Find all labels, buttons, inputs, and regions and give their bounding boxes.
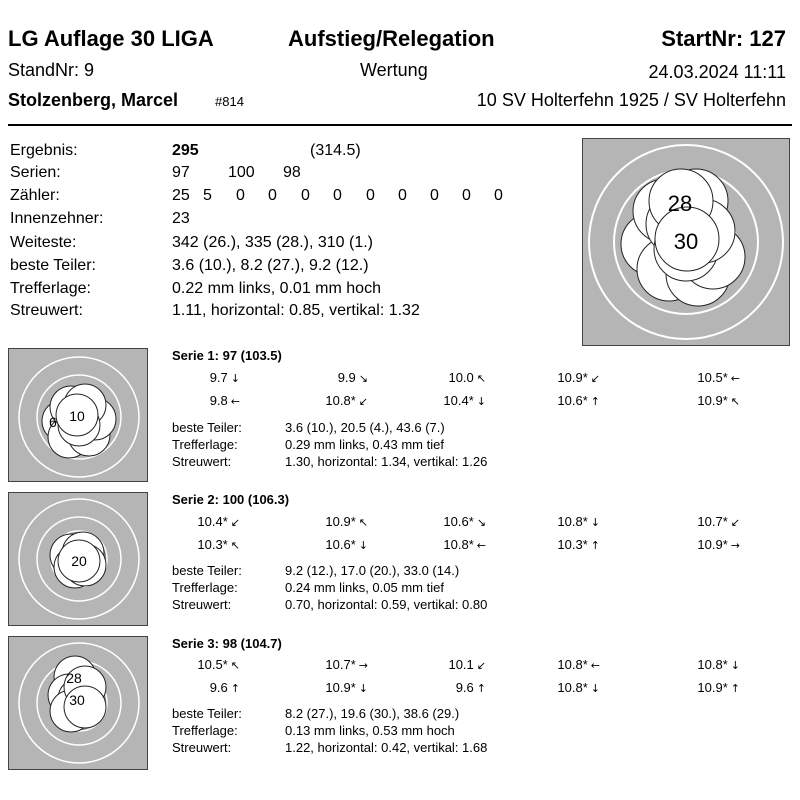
summary-target-image (582, 138, 790, 346)
label-zaehler: Zähler: (10, 187, 60, 204)
streuwert-value: 1.11, horizontal: 0.85, vertikal: 1.32 (172, 302, 420, 319)
series-1-beste-teiler: 3.6 (10.), 20.5 (4.), 43.6 (7.) (285, 420, 445, 435)
zaehler-value: 0 (366, 187, 375, 204)
shot-value (697, 393, 740, 408)
direction-arrow-icon: ↘ (358, 372, 368, 385)
shot-score: 10.8* (697, 657, 728, 672)
label-serien: Serien: (10, 164, 61, 181)
shot-score: 10.1 (448, 657, 474, 672)
shot-score: 10.8* (557, 514, 588, 529)
shot-score: 10.5* (697, 370, 728, 385)
shot-value (325, 537, 368, 552)
beste-teiler-value: 3.6 (10.), 8.2 (27.), 9.2 (12.) (172, 257, 369, 274)
series-3-trefferlage: 0.13 mm links, 0.53 mm hoch (285, 723, 455, 738)
serie-value-3: 98 (283, 164, 301, 181)
shot-score: 9.6 (455, 680, 474, 695)
shot-value (325, 657, 368, 672)
label-innenzehner: Innenzehner: (10, 210, 104, 227)
shot-score: 10.5* (197, 657, 228, 672)
zaehler-value: 0 (494, 187, 503, 204)
zaehler-value: 5 (203, 187, 212, 204)
shot-value (697, 537, 740, 552)
series-3-label-trefferlage: Trefferlage: (172, 723, 238, 738)
shot-value (448, 370, 486, 385)
ergebnis-value: 295 (172, 142, 199, 159)
serie-value-1: 97 (172, 164, 190, 181)
direction-arrow-icon: ↑ (590, 395, 600, 408)
shot-value (557, 657, 600, 672)
direction-arrow-icon: ↙ (730, 516, 740, 529)
shot-value (210, 680, 240, 695)
target-label-20: 20 (71, 553, 87, 569)
shot-value (443, 537, 486, 552)
zaehler-value: 25 (172, 187, 190, 204)
label-beste-teiler: beste Teiler: (10, 257, 96, 274)
zaehler-value: 0 (268, 187, 277, 204)
direction-arrow-icon: ↙ (230, 516, 240, 529)
series-2-trefferlage: 0.24 mm links, 0.05 mm tief (285, 580, 444, 595)
series-1-trefferlage: 0.29 mm links, 0.43 mm tief (285, 437, 444, 452)
shot-score: 10.8* (325, 393, 356, 408)
zaehler-value: 0 (398, 187, 407, 204)
direction-arrow-icon: ↓ (590, 516, 600, 529)
header-divider (8, 124, 792, 126)
discipline-title: LG Auflage 30 LIGA (8, 26, 214, 51)
shot-value (557, 537, 600, 552)
direction-arrow-icon: ↓ (358, 682, 368, 695)
direction-arrow-icon: ↖ (230, 659, 240, 672)
shot-value (210, 393, 240, 408)
shot-value (197, 514, 240, 529)
shot-value (338, 370, 368, 385)
shot-value (557, 680, 600, 695)
direction-arrow-icon: ↙ (590, 372, 600, 385)
shot-score: 10.9* (697, 680, 728, 695)
wertung-label: Wertung (360, 60, 428, 80)
shot-value (557, 393, 600, 408)
shot-value (456, 680, 486, 695)
shot-score: 10.8* (557, 657, 588, 672)
trefferlage-value: 0.22 mm links, 0.01 mm hoch (172, 280, 381, 297)
series-1-streuwert: 1.30, horizontal: 1.34, vertikal: 1.26 (285, 454, 488, 469)
shot-score: 10.9* (325, 514, 356, 529)
label-streuwert: Streuwert: (10, 302, 83, 319)
zaehler-value: 0 (333, 187, 342, 204)
direction-arrow-icon: ← (730, 372, 740, 385)
shot-value (697, 680, 740, 695)
shot-score: 10.6* (325, 537, 356, 552)
direction-arrow-icon: ↓ (230, 372, 240, 385)
shot-score: 10.9* (557, 370, 588, 385)
direction-arrow-icon: ← (590, 659, 600, 672)
innenzehner-value: 23 (172, 210, 190, 227)
stand-number: StandNr: 9 (8, 60, 95, 80)
shot-score: 9.6 (209, 680, 228, 695)
direction-arrow-icon: ↖ (230, 539, 240, 552)
direction-arrow-icon: ← (476, 539, 486, 552)
label-ergebnis: Ergebnis: (10, 142, 78, 159)
series-3-label-streuwert: Streuwert: (172, 740, 232, 755)
shot-value (325, 393, 368, 408)
target-label-30-s3: 30 (69, 692, 85, 708)
shot-value (197, 537, 240, 552)
series-3-streuwert: 1.22, horizontal: 0.42, vertikal: 1.68 (285, 740, 488, 755)
shot-value (210, 370, 240, 385)
label-weiteste: Weiteste: (10, 234, 77, 251)
direction-arrow-icon: ↑ (730, 682, 740, 695)
shot-score: 10.0 (448, 370, 474, 385)
shot-value (443, 514, 486, 529)
direction-arrow-icon: → (730, 539, 740, 552)
weiteste-value: 342 (26.), 335 (28.), 310 (1.) (172, 234, 373, 251)
direction-arrow-icon: ↓ (358, 539, 368, 552)
shot-score: 9.8 (209, 393, 228, 408)
ergebnis-decimal: (314.5) (310, 142, 361, 159)
direction-arrow-icon: ↖ (358, 516, 368, 529)
series-1-label-streuwert: Streuwert: (172, 454, 232, 469)
series-2-label-beste-teiler: beste Teiler: (172, 563, 242, 578)
series-1-title: Serie 1: 97 (103.5) (172, 348, 282, 363)
direction-arrow-icon: ↓ (730, 659, 740, 672)
zaehler-value: 0 (462, 187, 471, 204)
direction-arrow-icon: ↓ (590, 682, 600, 695)
shot-score: 10.6* (443, 514, 474, 529)
target-label-10: 10 (69, 408, 85, 424)
shot-value (443, 393, 486, 408)
series-1-label-trefferlage: Trefferlage: (172, 437, 238, 452)
shot-value (557, 514, 600, 529)
target-label-6: 6 (49, 414, 57, 430)
series-2-label-trefferlage: Trefferlage: (172, 580, 238, 595)
club-name: 10 SV Holterfehn 1925 / SV Holterfehn (476, 90, 786, 110)
shot-value (197, 657, 240, 672)
start-number: StartNr: 127 (661, 26, 786, 51)
shot-score: 10.3* (557, 537, 588, 552)
series-2-streuwert: 0.70, horizontal: 0.59, vertikal: 0.80 (285, 597, 488, 612)
shot-score: 10.9* (697, 537, 728, 552)
series-3-target-image (8, 636, 148, 770)
series-2-label-streuwert: Streuwert: (172, 597, 232, 612)
shot-score: 10.7* (325, 657, 356, 672)
direction-arrow-icon: ↑ (590, 539, 600, 552)
series-3-beste-teiler: 8.2 (27.), 19.6 (30.), 38.6 (29.) (285, 706, 460, 721)
shot-value (697, 514, 740, 529)
zaehler-value: 0 (301, 187, 310, 204)
shot-score: 10.7* (697, 514, 728, 529)
direction-arrow-icon: → (358, 659, 368, 672)
shot-value (697, 657, 740, 672)
shot-score: 10.9* (325, 680, 356, 695)
series-3-label-beste-teiler: beste Teiler: (172, 706, 242, 721)
series-2-title: Serie 2: 100 (106.3) (172, 492, 290, 507)
shot-value (325, 680, 368, 695)
shot-value (448, 657, 486, 672)
series-1-target-image (8, 348, 148, 482)
zaehler-value: 0 (236, 187, 245, 204)
shot-value (697, 370, 740, 385)
direction-arrow-icon: ↘ (476, 516, 486, 529)
direction-arrow-icon: ↙ (476, 659, 486, 672)
shooter-name: Stolzenberg, Marcel (8, 90, 179, 110)
shot-score: 10.3* (197, 537, 228, 552)
shot-score: 10.9* (697, 393, 728, 408)
series-2-target-image (8, 492, 148, 626)
shot-score: 9.7 (209, 370, 228, 385)
series-3-title: Serie 3: 98 (104.7) (172, 636, 282, 651)
direction-arrow-icon: ↑ (476, 682, 486, 695)
shot-value (325, 514, 368, 529)
shot-score: 10.8* (557, 680, 588, 695)
label-trefferlage: Trefferlage: (10, 280, 91, 297)
event-title: Aufstieg/Relegation (288, 26, 495, 51)
target-label-28: 28 (667, 191, 693, 216)
shot-value (557, 370, 600, 385)
direction-arrow-icon: ↖ (730, 395, 740, 408)
series-1-label-beste-teiler: beste Teiler: (172, 420, 242, 435)
direction-arrow-icon: ↑ (230, 682, 240, 695)
shot-score: 10.6* (557, 393, 588, 408)
serie-value-2: 100 (228, 164, 255, 181)
series-2-beste-teiler: 9.2 (12.), 17.0 (20.), 33.0 (14.) (285, 563, 460, 578)
direction-arrow-icon: ↙ (358, 395, 368, 408)
shooter-id: #814 (215, 94, 244, 109)
shot-score: 10.4* (443, 393, 474, 408)
direction-arrow-icon: ↖ (476, 372, 486, 385)
zaehler-value: 0 (430, 187, 439, 204)
target-label-28-s3: 28 (66, 670, 82, 686)
date-time: 24.03.2024 11:11 (648, 62, 786, 82)
shot-score: 10.8* (443, 537, 474, 552)
target-label-30: 30 (673, 229, 699, 254)
direction-arrow-icon: ← (230, 395, 240, 408)
direction-arrow-icon: ↓ (476, 395, 486, 408)
shot-score: 9.9 (337, 370, 356, 385)
shot-score: 10.4* (197, 514, 228, 529)
